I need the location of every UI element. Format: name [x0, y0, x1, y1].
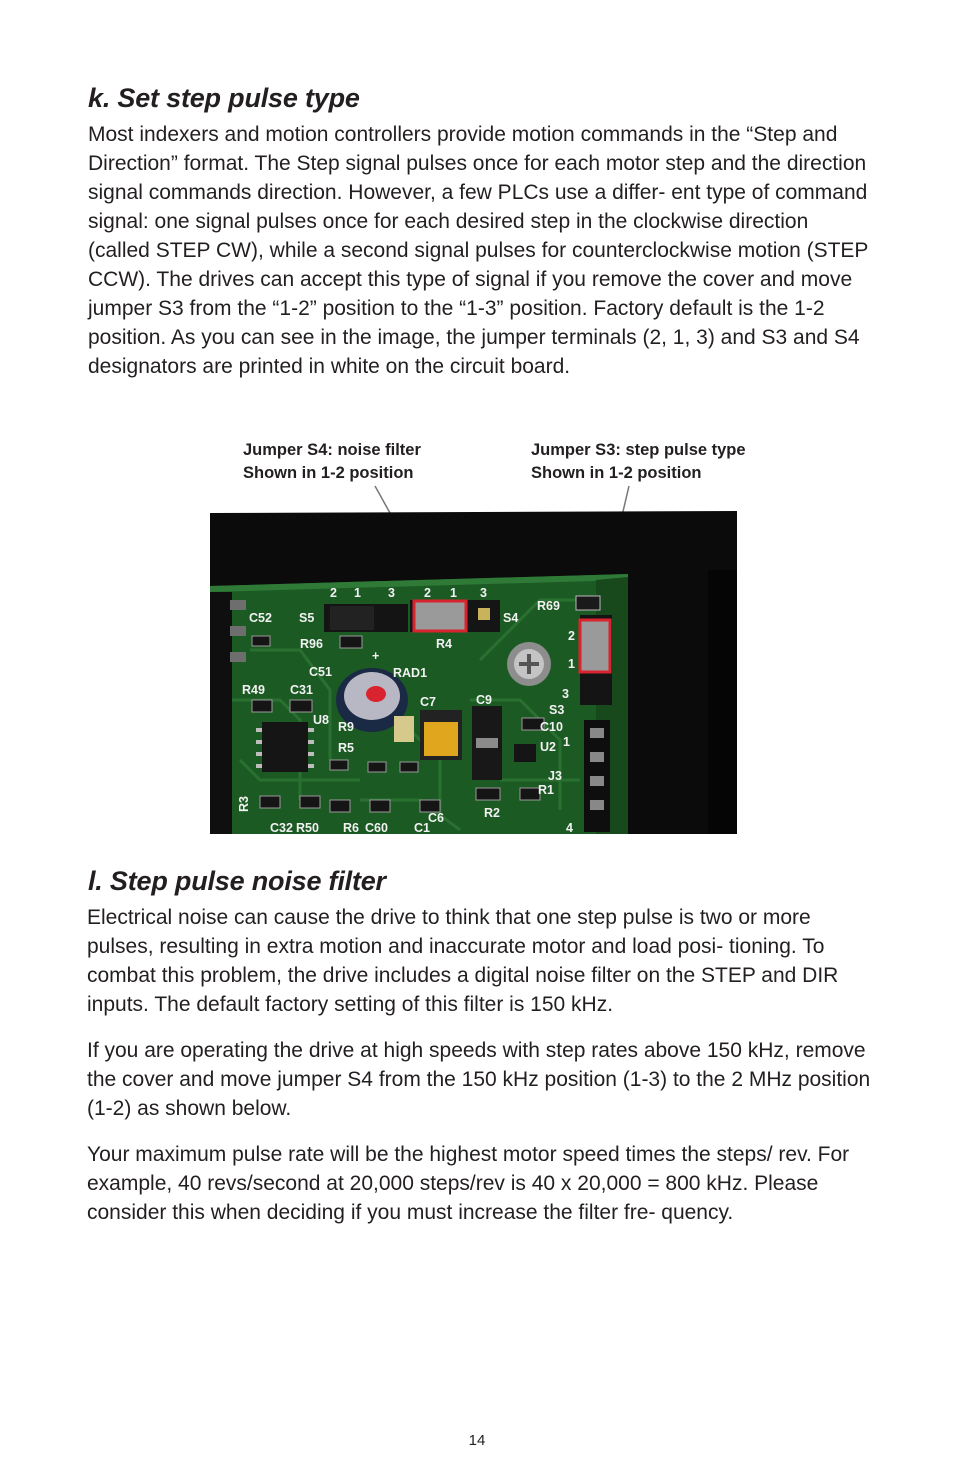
label-r49: R49 — [242, 683, 265, 697]
label-r9: R9 — [338, 720, 354, 734]
label-c6: C6 — [428, 811, 444, 825]
u2-chip — [514, 744, 536, 762]
s5-jumper-cap — [330, 606, 374, 630]
label-rad1: RAD1 — [393, 666, 428, 680]
section-l-heading: l. Step pulse noise filter — [88, 866, 386, 896]
label-r69: R69 — [537, 599, 560, 613]
section-k-paragraph: Most indexers and motion controllers provide motion commands in the “Step and Direction” format. The Step signal pulses once for each motor step and the direction signal commands direction. However, a few PLCs use a differ- ent type of command signal: one signal pulses once for each desired step in the clockwise direction (called STEP CW), while a second signal pulses for counterclockwise motion (STEP CCW). The drives can accept this type of signal if you remove the cover and move jumper S3 from the “1-2” position to the “1-3” position. Factory default is the 1-2 position. As you can see in the image, the jumper terminals (2, 1, 3) and S3 and S4 designators are printed in white on the circuit board. — [88, 123, 869, 378]
left-connector — [210, 592, 232, 834]
c7-body — [424, 722, 458, 756]
label-c52: C52 — [249, 611, 272, 625]
callout-s3-line1: Jumper S3: step pulse type — [531, 441, 746, 459]
label-j3-pin-1: 1 — [563, 735, 570, 749]
label-c9: C9 — [476, 693, 492, 707]
label-terminal-3a: 3 — [388, 586, 395, 600]
label-c10: C10 — [540, 720, 563, 734]
label-c51: C51 — [309, 665, 332, 679]
page-number: 14 — [468, 1432, 486, 1449]
label-r1: R1 — [538, 783, 554, 797]
u8-chip — [262, 722, 308, 772]
callout-s3-line2: Shown in 1-2 position — [531, 464, 702, 482]
label-s4: S4 — [503, 611, 519, 625]
label-r6: R6 — [343, 821, 359, 835]
callout-s4-line2: Shown in 1-2 position — [243, 464, 414, 482]
label-c31: C31 — [290, 683, 313, 697]
label-r4: R4 — [436, 637, 452, 651]
label-j3: J3 — [548, 769, 562, 783]
capacitor-mark — [366, 686, 386, 702]
label-s3-terminal-1: 1 — [568, 657, 575, 671]
label-s3-terminal-2: 2 — [568, 629, 575, 643]
label-c32: C32 — [270, 821, 293, 835]
label-terminal-1a: 1 — [354, 586, 361, 600]
label-c7: C7 — [420, 695, 436, 709]
label-c1: C1 — [414, 821, 430, 835]
label-terminal-1b: 1 — [450, 586, 457, 600]
label-c60: C60 — [365, 821, 388, 835]
s4-highlight — [414, 601, 466, 631]
housing-edge — [708, 570, 737, 834]
rad1-component — [394, 716, 414, 742]
label-j3-pin-4: 4 — [566, 821, 573, 835]
label-u2: U2 — [540, 740, 556, 754]
label-s3-terminal-3: 3 — [562, 687, 569, 701]
label-plus: + — [372, 649, 380, 663]
callout-s4-line1: Jumper S4: noise filter — [243, 441, 421, 459]
label-s3: S3 — [549, 703, 565, 717]
label-r3: R3 — [237, 796, 251, 812]
c9-band — [476, 738, 498, 748]
label-u8: U8 — [313, 713, 329, 727]
section-l-paragraph-2: If you are operating the drive at high speeds with step rates above 150 kHz, remove the cover and move jumper S4 from the 150 kHz position (1-3) to the 2 MHz position (1-2) as shown below. — [87, 1039, 871, 1120]
section-l-paragraph-3: Your maximum pulse rate will be the highest motor speed times the steps/ rev. For example, 40 revs/second at 20,000 steps/rev is 40 x 20,000 = 800 kHz. Please consider this when deciding if you must increase the filter fre- quency. — [87, 1143, 850, 1224]
s4-pin — [478, 608, 490, 620]
section-k-heading: k. Set step pulse type — [88, 83, 360, 113]
label-r5: R5 — [338, 741, 354, 755]
label-s5: S5 — [299, 611, 315, 625]
label-r96: R96 — [300, 637, 323, 651]
section-l-paragraph-1: Electrical noise can cause the drive to think that one step pulse is two or more pulses, resulting in extra motion and inaccurate motor and load posi- tioning. To combat this problem, the drive includes a digital noise filter on the STEP and DIR inputs. The default factory setting of this filter is 150 kHz. — [87, 906, 839, 1016]
label-r2: R2 — [484, 806, 500, 820]
label-terminal-3b: 3 — [480, 586, 487, 600]
r69-component — [576, 596, 600, 610]
label-r50: R50 — [296, 821, 319, 835]
label-terminal-2b: 2 — [424, 586, 431, 600]
left-connector-pins — [230, 600, 246, 662]
label-terminal-2a: 2 — [330, 586, 337, 600]
s3-highlight — [580, 620, 610, 672]
